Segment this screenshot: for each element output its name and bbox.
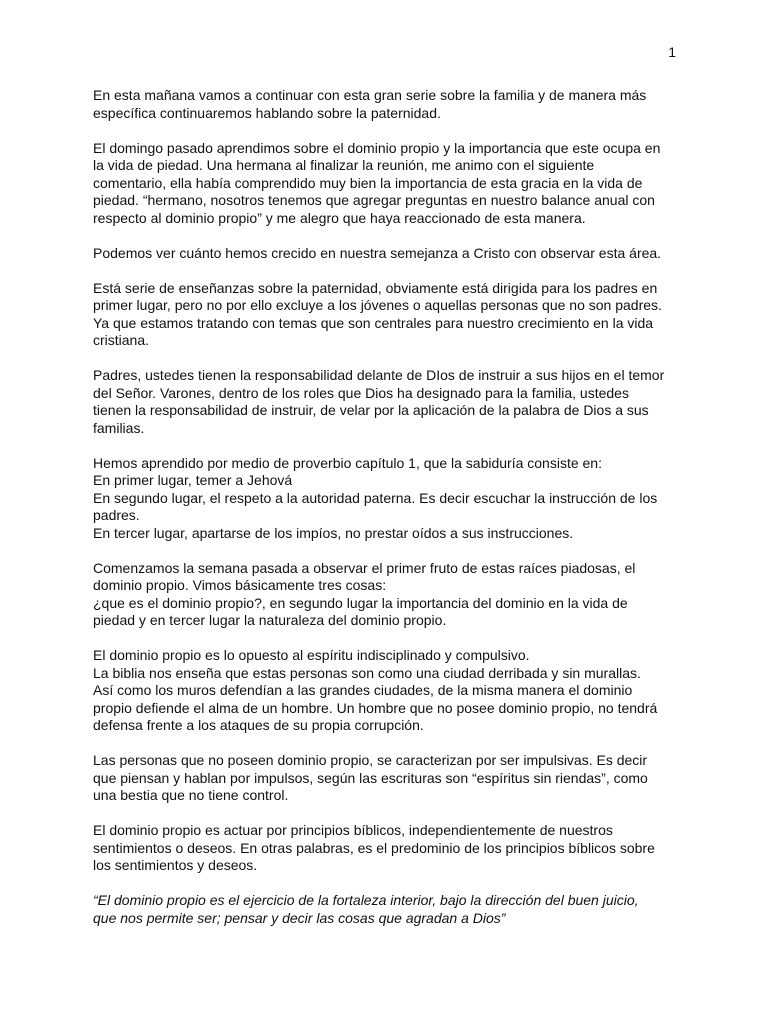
paragraph-last-sunday: El domingo pasado aprendimos sobre el dominio propio y la importancia que este ocupa en la vida de piedad. Una hermana al finalizar la reunión, me animo con el siguiente comentario, ella había comprendido muy bien la importancia de esta gracia en la vida de piedad. “hermano, nosotros tenemos que agregar preguntas en nuestro balance anual con respecto al dominio propio” y me alegro que haya reaccionado de esta manera. bbox=[93, 139, 661, 226]
paragraph-parents-responsibility: Padres, ustedes tienen la responsabilidad delante de DIos de instruir a sus hijos en el temor del Señor. Varones, dentro de los roles que Dios ha designado para la familia, ustedes tienen la responsabilidad de instruir, de velar por la aplicación de la palabra de Dios a sus familias. bbox=[93, 367, 665, 436]
paragraph-self-control-opposite: El dominio propio es lo opuesto al espíritu indisciplinado y compulsivo. La biblia nos enseña que estas personas son como una ciudad derribada y sin murallas. Así como los muros defendían a las grandes ciudades, de la misma manera el dominio propio defiende el alma de un hombre. Un hombre que no posee dominio propio, no tendrá defensa frente a los ataques de su propia corrupción. bbox=[93, 647, 658, 733]
document-body bbox=[93, 87, 677, 945]
paragraph-intro: En esta mañana vamos a continuar con esta gran serie sobre la familia y de manera más específica continuaremos hablando sobre la paternidad. bbox=[93, 87, 647, 121]
paragraph-impulsive-people: Las personas que no poseen dominio propio, se caracterizan por ser impulsivas. Es decir que piensan y hablan por impulsos, según las escrituras son “espíritus sin riendas”, como una bestia que no tiene control. bbox=[93, 752, 648, 803]
paragraph-biblical-principles: El dominio propio es actuar por principios bíblicos, independientemente de nuestros sentimientos o deseos. En otras palabras, es el predominio de los principios bíblicos sobre los sentimientos y deseos. bbox=[93, 822, 655, 873]
paragraph-series-audience: Está serie de enseñanzas sobre la paternidad, obviamente está dirigida para los padres en primer lugar, pero no por ello excluye a los jóvenes o aquellas personas que no son padres. Ya que estamos tratando con temas que son centrales para nuestro crecimiento en la vida cristiana. bbox=[93, 279, 662, 348]
paragraph-first-fruit: Comenzamos la semana pasada a observar el primer fruto de estas raíces piadosas, el dominio propio. Vimos básicamente tres cosas: ¿que es el dominio propio?, en segundo lugar la importancia del dominio en la vida de piedad y en tercer lugar la naturaleza del dominio propio. bbox=[93, 559, 636, 628]
paragraph-growth: Podemos ver cuánto hemos crecido en nuestra semejanza a Cristo con observar esta área. bbox=[93, 244, 662, 261]
page-number: 1 bbox=[668, 44, 676, 60]
paragraph-proverbs-wisdom: Hemos aprendido por medio de proverbio capítulo 1, que la sabiduría consiste en: En primer lugar, temer a Jehová En segundo lugar, el respeto a la autoridad paterna. Es decir escuchar la instrucción de los padres. En tercer lugar, apartarse de los impíos, no prestar oídos a sus instrucciones. bbox=[93, 454, 658, 541]
definition-quote: “El dominio propio es el ejercicio de la fortaleza interior, bajo la dirección del buen juicio, que nos permite ser; pensar y decir las cosas que agradan a Dios” bbox=[93, 892, 639, 926]
